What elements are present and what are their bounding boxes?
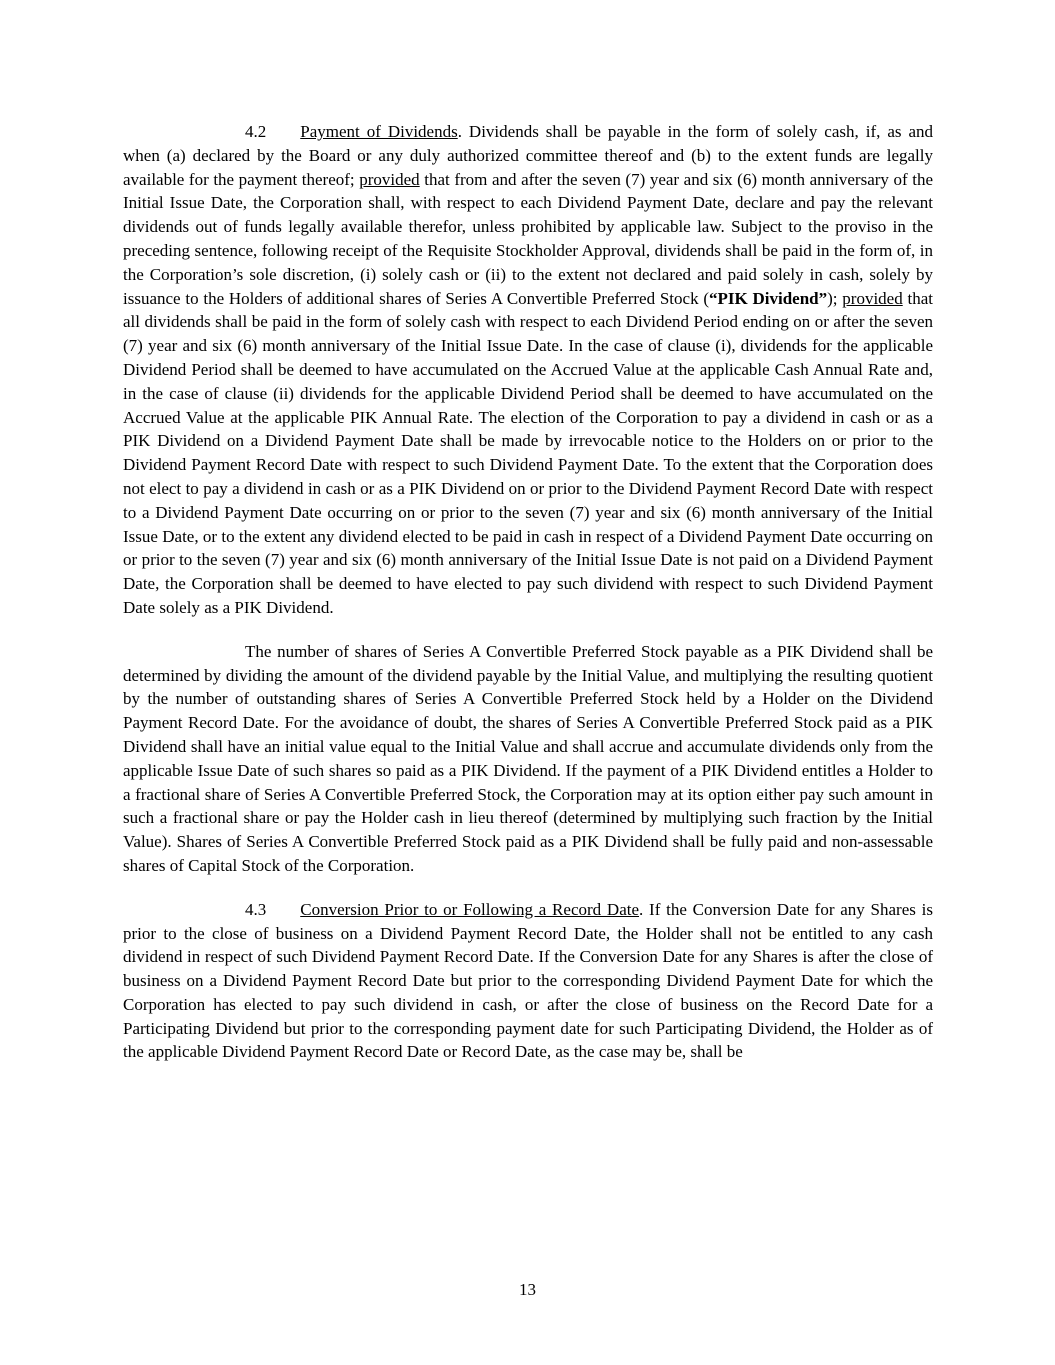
page-number: 13 xyxy=(519,1280,536,1299)
paragraph-section-4-3 xyxy=(123,898,933,1065)
text-run: 4.2 xyxy=(245,122,267,141)
bold-defined-term: “PIK Dividend” xyxy=(709,288,828,308)
underlined-text: Conversion Prior to or Following a Record Date xyxy=(300,899,640,919)
underlined-text: Payment of Dividends xyxy=(300,122,458,141)
text-run: that all dividends shall be paid in the form of solely cash with respect to each Dividend Period ending on or after the seven (7) year and six (6) month anniversary of the Initial Issue Date. In the case of clause (i), dividends for the applicable Dividend Period shall be deemed to have accumulated on the Accrued Value at the applicable Cash Annual Rate and, in the case of clause (ii) dividends for the applicable Dividend Period shall be deemed to have accumulated on the Accrued Value at the applicable PIK Annual Rate. The election of the Corporation to pay a dividend in cash or as a PIK Dividend on a Dividend Payment Date shall be made by irrevocable notice to the Holders on or prior to the Dividend Payment Record Date with respect to such Dividend Payment Date. To the extent that the Corporation does not elect to pay a dividend in cash or as a PIK Dividend on or prior to the Dividend Payment Record Date with respect to a Dividend Payment Date occurring on or prior to the seven (7) year and six (6) month anniversary of the Initial Issue Date, or to the extent any dividend elected to be paid in cash in respect of a Dividend Payment Date occurring on or prior to the seven (7) year and six (6) month anniversary of the Initial Issue Date is not paid on a Dividend Payment Date, the Corporation shall be deemed to have elected to pay such dividend with respect to such Dividend Payment Date solely as a PIK Dividend. xyxy=(123,288,933,617)
text-run: that from and after the seven (7) year and six (6) month anniversary of the Initial Issue Date, the Corporation shall, with respect to each Dividend Payment Date, declare and pay the relevant dividends out of funds legally available therefor, unless prohibited by applicable law. Subject to the proviso in the preceding sentence, following receipt of the Requisite Stockholder Approval, dividends shall be paid in the form of, in the Corporation’s sole discretion, (i) solely cash or (ii) to the extent not declared and paid solely in cash, solely by issuance to the Holders of additional shares of Series A Convertible Preferred Stock ( xyxy=(123,169,933,308)
underlined-text: provided xyxy=(359,169,420,189)
paragraph-pik-share-calculation xyxy=(123,640,933,878)
document-body xyxy=(123,120,933,1084)
underlined-text: provided xyxy=(842,288,903,308)
text-run: . If the Conversion Date for any Shares is prior to the close of business on a Dividend Payment Record Date, the Holder shall not be entitled to any cash dividend in respect of such Dividend Payment Record Date. If the Conversion Date for any Shares is after the close of business on a Dividend Payment Record Date but prior to the corresponding Dividend Payment Date for which the Corporation has elected to pay such dividend in cash, or after the close of business on the Record Date for a Participating Dividend but prior to the corresponding payment date for such Participating Dividend, the Holder as of the applicable Dividend Payment Record Date or Record Date, as the case may be, shall be xyxy=(123,899,933,1062)
text-run: ); xyxy=(827,288,843,308)
text-run: 4.3 xyxy=(245,899,267,919)
text-run: The number of shares of Series A Convertible Preferred Stock payable as a PIK Dividend shall be determined by dividing the amount of the dividend payable by the Initial Value, and multiplying the resulting quotient by the number of outstanding shares of Series A Convertible Preferred Stock held by a Holder on the Dividend Payment Record Date. For the avoidance of doubt, the shares of Series A Convertible Preferred Stock paid as a PIK Dividend shall have an initial value equal to the Initial Value and shall accrue and accumulate dividends only from the applicable Issue Date of such shares so paid as a PIK Dividend. If the payment of a PIK Dividend entitles a Holder to a fractional share of Series A Convertible Preferred Stock, the Corporation may at its option either pay such amount in such a fractional share or pay the Holder cash in lieu thereof (determined by multiplying such fraction by the Initial Value). Shares of Series A Convertible Preferred Stock paid as a PIK Dividend shall be fully paid and non-assessable shares of Capital Stock of the Corporation. xyxy=(123,641,933,875)
paragraph-section-4-2 xyxy=(123,120,933,620)
text-run: . Dividends shall be payable in the form of solely cash, if, as and when (a) declared by the Board or any duly authorized committee thereof and (b) to the extent funds are legally available for the payment thereof; xyxy=(123,122,933,189)
